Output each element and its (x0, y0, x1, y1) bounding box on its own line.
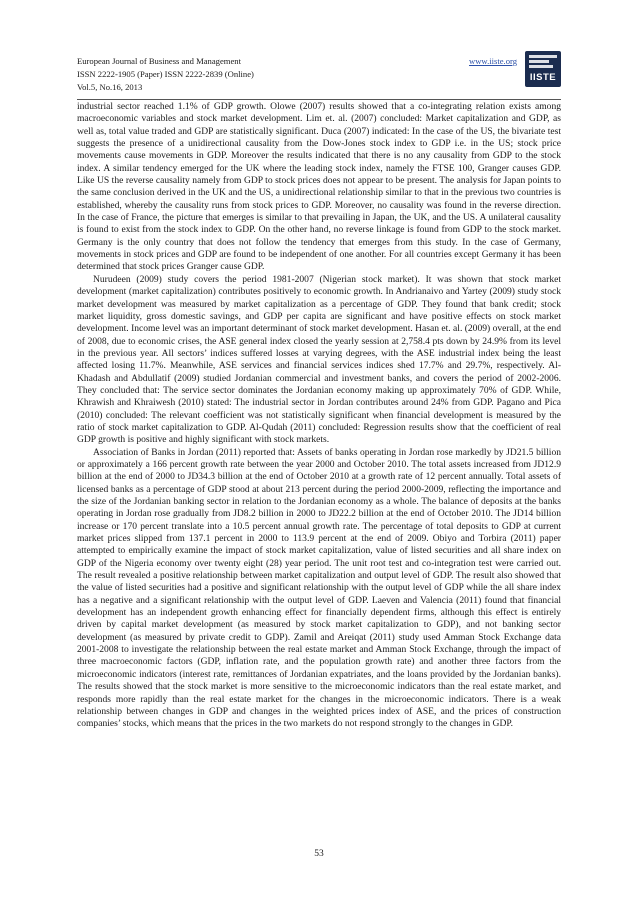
journal-title: European Journal of Business and Management (77, 56, 241, 66)
logo-graphic-icon (529, 55, 557, 71)
page-number: 53 (314, 849, 324, 859)
header-divider (77, 99, 561, 100)
volume-line: Vol.5, No.16, 2013 (77, 82, 143, 93)
paragraph: industrial sector reached 1.1% of GDP growth. Olowe (2007) results showed that a co-integrating relation exists among macroeconomic variables and stock market development. Lim et. al. (2007) concluded: Market capitalization and GDP, as well as, total value traded and GDP are statistically significant. Duca (2007) indicated: In the case of the US, the bivariate test suggests the presence of a unidirectional causality from the Dow-Jones stock index to GDP i.e. in the US; stock price movements cause movements in GDP. Moreover the results indicated that there is no any causality from GDP to the stock index. A similar tendency emerged for the UK where the leading stock index, namely the FTSE 100, Granger causes GDP. Like US the reverse causality namely from GDP to stock prices does not appear to be present. The analysis for Japan points to the same conclusion derived in the UK and the US, a unidirectional relationship similar to that in the previous two countries is established, whereby the causality runs from stock prices to GDP. Moreover, no causality was found in the reverse direction. In the case of France, the picture that emerges is similar to that prevailing in Japan, the UK, and the US. A unilateral causality is found to exist from the stock index to GDP. On the other hand, no reverse linkage is found from GDP to the stock market. Germany is the only country that does not follow the tendency that emerges from this study. In the case of Germany, movements in stock prices and GDP are found to be independent of one another. For all countries except Germany it has been determined that stock prices Granger cause GDP. (77, 101, 561, 273)
iiste-logo (525, 51, 561, 87)
paragraph: Nurudeen (2009) study covers the period 1981-2007 (Nigerian stock market). It was shown that stock market development (market capitalization) contributes positively to economic growth. In Andrianaivo and Yartey (2009) study stock market development was measured by market capitalization as a percentage of GDP. They found that bank credit; stock market liquidity, gross domestic savings, and GDP per capita are significant and have positive effects on stock market development. Income level was an important determinant of stock market development. Hasan et. al. (2009) overall, at the end of 2008, due to economic crises, the ASE general index closed the yearly session at 2,758.4 pts down by 24.9% from its level in the previous year. All sectors’ indices suffered losses at varying degrees, with the ASE industrial index being the least affected losing 11.7%. Meanwhile, ASE services and financial services indices shed 17.7% and 29.7%, respectively. Al-Khadash and Abdullatif (2009) studied Jordanian commercial and investment banks, and covers the period of 2002-2006. They concluded that: The service sector dominates the Jordanian economy making up approximately 70% of GDP. While, Khrawish and Khraiwesh (2010) stated: The industrial sector in Jordan contributes around 24% from GDP. Pagano and Pica (2010) concluded: The relevant coefficient was not statistically significant when financial development is measured by the ratio of stock market capitalization to GDP. Al-Qudah (2011) concluded: Regression results show that the coefficient of real GDP growth is positive and highly significant with stock markets. (77, 273, 561, 446)
paragraph: Association of Banks in Jordan (2011) reported that: Assets of banks operating in Jordan rose markedly by JD21.5 billion or approximately a 166 percent growth rate between the year 2000 and October 2010. The total assets increased from JD12.9 billion at the end of 2000 to JD34.3 billion at the end of October 2010 at a growth rate of 12 percent annually. Total assets of licensed banks as a percentage of GDP stood at about 213 percent during the period 2000-2009, reflecting the importance and the size of the Jordanian banking sector in relation to the Jordanian economy as a whole. The balance of deposits at the banks operating in Jordan rose gradually from JD8.2 billion in 2000 to JD22.2 billion at the end of October 2010. The JD14 billion increase or 170 percent translate into a 10.5 percent annual growth rate. The percentage of total deposits to GDP at current market prices slipped from 137.1 percent in 2000 to 113.9 percent at the end of 2009. Obiyo and Torbira (2011) paper attempted to empirically examine the impact of stock market capitalization, value of listed securities and all share index on GDP of the Nigeria economy over twenty eight (28) year period. The unit root test and co-integration test were carried out. The result revealed a positive relationship between market capitalization and output level of GDP. The result also showed that the value of listed securities had a positive and significant relationship with the output level of GDP while the all share index has a negative and a significant relationship with the output level of GDP. Laeven and Valencia (2011) found that financial development has an independent growth enhancing effect for financially dependent firms, although this effect is entirely driven by capital market development (as measured by stock market capitalization to GDP), and not banking sector development (as measured by private credit to GDP). Zamil and Areiqat (2011) study used Amman Stock Exchange data 2001-2008 to investigate the relationship between the real estate market and Amman Stock Exchange, through the impact of three macroeconomic factors (GDP, inflation rate, and the population growth rate) and another three factors from the microeconomic indicators (interest rate, remittances of Jordanian expatriates, and the loans provided by the Jordanian banks). The results showed that the stock market is more sensitive to the microeconomic indicators than the real estate market, and responds more rapidly than the real estate market for the changes in the microeconomic indicators. There is a weak relationship between changes in GDP and changes in the weighted prices index of ASE, and the prices of construction companies’ stocks, which means that the prices in the two markets do not respond strongly to the changes in GDP. (77, 446, 561, 730)
running-header (77, 55, 561, 95)
issn-line: ISSN 2222-1905 (Paper) ISSN 2222-2839 (Online) (77, 69, 254, 80)
journal-url-link[interactable]: www.iiste.org (469, 56, 517, 66)
logo-text: IISTE (529, 71, 557, 83)
article-body (77, 101, 561, 731)
